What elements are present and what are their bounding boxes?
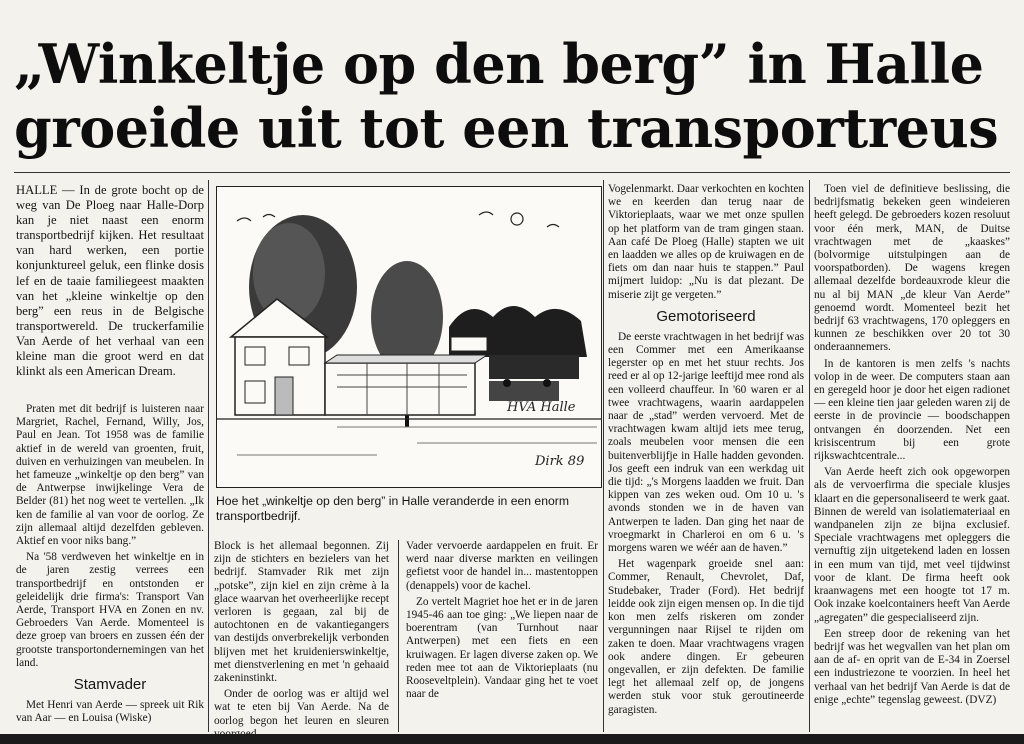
column-1	[16, 403, 204, 743]
figure-caption: Hoe het „winkeltje op den berg” in Halle veranderde in een enorm transportbedrijf.	[216, 494, 569, 523]
subhead-gemotoriseerd: Gemotoriseerd	[656, 307, 756, 325]
col4-paragraph-3: Het wagenpark groeide snel aan: Commer, Renault, Chevrolet, Daf, Studebaker, Trader (Ford). Het bedrijf leidde ook zijn eigen mensen op. In die tijd kon men zelfs riskeren om zonder vergunningen naar Rijsel te rijden om zaken te doen. Maar vrachtwagens vragen ook andere dingen. Er gebeuren ongevallen, er zijn defekten. De familie legt het allemaal zelf op, de jongens werden stuk voor stuk geroutineerde garagisten.	[608, 558, 804, 716]
column-rule-4	[809, 180, 810, 732]
headline-rule	[14, 172, 1010, 173]
artist-signature: Dirk 89	[535, 454, 585, 469]
col1-paragraph-2: Na '58 verdweven het winkeltje en in de jaren zestig verrees een transportbedrijf en ontstonden er geleidelijk drie firma's: Transport Van Aerde, Transport HVA en Zonen en nv. Gebroeders Van Aerde. Momenteel is deze groep van broers en zussen één der grootste transportondernemingen van het land.	[16, 551, 204, 669]
col5-paragraph-3: Van Aerde heeft zich ook opgeworpen als de vervoerfirma die speciale klusjes klaart en die gepersonaliseerd te werk gaat. Binnen de wereld van isolatiemateriaal en wandpanelen zijn ze bijna exclusief. Speciale vrachtwagens met opleggers die vernuftig zijn uitgetekend laden en lossen in een mum van tijd, met veel tijdwinst voor de klant. De firma heeft ook kraanwagens met een hoogte tot 17 m. Ook inzake koelcontainers heeft Van Aerde „agregaten” die gespecialiseerd zijn.	[814, 466, 1010, 624]
col2-paragraph-1: Block is het allemaal begonnen. Zij zijn de stichters en bezielers van het bedrijf. Stamvader Rik met zijn „potske”, zijn kiel en zijn crème à la glace waarvan het overheerlijke recept verloren is gegaan, zal bij de autochtonen en de vakantiegangers van destijds onverbrekelijk verbonden blijven met het kruidenierswinkeltje, met dienstverlening en met 'n gehaaid zakeninstinkt.	[214, 540, 389, 685]
shop-drawing	[217, 187, 601, 487]
col3-paragraph-1: Vader vervoerde aardappelen en fruit. Er werd naar diverse markten en veilingen gefietst voor de handel in... mastentoppen (denappels) voor de kachel.	[406, 540, 598, 592]
col2-paragraph-2: Onder de oorlog was er altijd wel wat te eten bij Van Aerde. Na de oorlog begon het leuren en sleuren	[214, 688, 389, 727]
col3-paragraph-2: Zo vertelt Magriet hoe het er in de jaren 1945-46 aan toe ging: „We liepen naar de boerentram (van Turnhout naar Antwerpen) met een fiets en een kruiwagen. Er lagen diverse zaken op. We reden mee tot aan de Viktorieplaats (nu Rooseveltplein). Vandaar ging het te voet naar de	[406, 595, 598, 701]
headline-line-1: „Winkeltje op den berg” in Halle	[14, 32, 984, 96]
col1-paragraph-1: Praten met dit bedrijf is luisteren naar Margriet, Rachel, Fernand, Willy, Jos, Paul en Jean. Tot 1958 was de familie aktief in de wereld van groenten, fruit, duiven en verhuizingen van meubelen. In het fameuze „winkeltje op den berg” van de Antwerpse inwijkelinge Vera de Belder (81) het nog weet te vertellen. „Ik ken de familie al van voor de oorlog. Ze zijn allemaal altijd dezelfden gebleven. Aktief en voor niks bang.”	[16, 403, 204, 548]
col4-paragraph-1: Vogelenmarkt. Daar verkochten en kochten we en keerden dan terug naar de Viktorieplaats, waar we met onze spullen op het platform van de tram gingen staan. Aan café De Ploeg (Halle) stapten we uit en laadden we alles op de kruiwagen en de fiets om dan naar huis te stappen.” Paul mijmert luidop: „Nu is dat plezant. De miserie zijt ge vergeten.”	[608, 183, 804, 301]
column-rule-2	[398, 540, 399, 732]
headline	[14, 32, 1004, 160]
col5-paragraph-4: Een streep door de rekening van het bedrijf was het wegvallen van het plan om aan de af- en oprit van de E-34 in Zoersel een industriezone te voorzien. In heel het verhaal van het bedrijf Van Aerde is dat de enige „echte” tegenslag geweest. (DVZ)	[814, 627, 1010, 706]
lead-paragraph: HALLE — In de grote bocht op de weg van De Ploeg naar Halle-Dorp kan je niet naast een enorm transportbedrijf kijken. Het resultaat van hard werken, een portie konjunktureel geluk, een flinke dosis lef en de taaie familiegeest maakten van het „kleine winkeltje op den berg” een reus in de Belgische transportwereld. De truckerfamilie Van Aerde of het verhaal van een kleine man die groot werd en dat klinkt als een American Dream.	[16, 183, 204, 379]
col1-paragraph-3: Met Henri van Aerde — spreek uit Rik van Aar — en Louisa (Wiske)	[16, 699, 204, 725]
column-2	[214, 540, 389, 740]
bottom-bar	[0, 734, 1024, 744]
col5-paragraph-1: Toen viel de definitieve beslissing, die bedrijfsmatig bekeken geen windeieren heeft gelegd. De gebroeders kozen resoluut voor één merk, MAN, de Duitse vrachtwagen met de „kaaskes” (bolvormige uitstulpingen aan de voorspatborden). De wagens kregen allemaal dezelfde bordeauxrode kleur die nu al bij MAN „de kleur Van Aerde” genoemd wordt. Momenteel bezit het bedrijf 63 vrachtwagens, 170 opleggers en kunnen ze beschikken over 20 tot 30 onderaannemers.	[814, 183, 1010, 354]
subhead-stamvader: Stamvader	[73, 676, 147, 694]
col5-paragraph-2: In de kantoren is men zelfs 's nachts volop in de weer. De computers staan aan en geregeld hoor je door het eigen radionet — een kleine tien jaar geleden waren zij de eerste in de provincie — boodschappen ontvangen én doorzenden. Net een krisiscentrum bij een grote rijkswachtcentrale...	[814, 357, 1010, 463]
illustration	[216, 186, 602, 488]
col4-paragraph-2: De eerste vrachtwagen in het bedrijf was een Commer met een Amerikaanse legerster op en met het stuur rechts. Jos reed er al op 12-jarige leeftijd mee rond als een volleerd chauffeur. In '60 waren er al twee vrachtwagens, waarin aardappelen naar de „stad” werden vervoerd. Met de vrachtwagen kwam altijd iets mee terug, zoals meubelen voor mensen die een buitenverblijfje in Halle hadden gevonden. Jos geeft een indruk van een werkdag uit die tijd: „'s Morgens laadden we fruit. Dan kippen van zes weken oud. Om 10 u. 's avonds stonden we in de haven van Antwerpen te laden. Dan ging het naar de vroegmarkt in Charleroi en om 6 u. 's morgens waren we wéér aan de haven.”	[608, 330, 804, 555]
column-rule-3	[603, 180, 604, 732]
drawing-sign-text: HVA Halle	[507, 400, 576, 415]
headline-line-2: groeide uit tot een transportreus	[14, 96, 999, 160]
column-5	[814, 183, 1010, 743]
column-4	[608, 183, 804, 743]
column-rule-1	[208, 180, 209, 732]
column-3	[406, 540, 598, 740]
